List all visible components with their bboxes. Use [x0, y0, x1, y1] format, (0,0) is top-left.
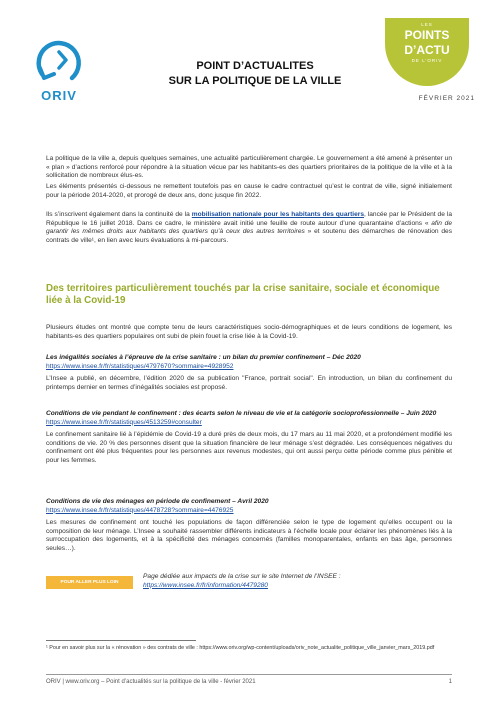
study-3-title: Conditions de vie des ménages en période de confinement – Avril 2020 — [46, 498, 269, 505]
study-1-text: L’Insee a publié, en décembre, l’édition 2020 de sa publication "France, portrait social". En introduction, un bilan du confinement du printemps dernier en termes d’inégalités sociales est proposé. — [46, 375, 452, 391]
study-3-text: Les mesures de confinement ont touché les populations de façon différenciée selon le type de logement qu’elles occupent ou la composition de leur ménage. L’Insee a souhaité rassembler différents indicateurs à l’échelle locale pour éclairer les phénomènes liés à la surroccupation des logements, et à la spécificité des ménages concernés (familles monoparentales, enfants en bas âge, personnes seules…). — [46, 519, 452, 552]
study-2-link[interactable]: https://www.insee.fr/fr/statistiques/4513259#consulter — [46, 418, 202, 426]
points-actu-badge — [385, 18, 469, 86]
oriv-logo — [26, 38, 92, 103]
mobilisation-link[interactable]: mobilisation nationale pour les habitants des quartiers — [191, 211, 364, 218]
title-line-1: POINT D’ACTUALITES — [196, 60, 314, 72]
study-3-link[interactable]: https://www.insee.fr/fr/statistiques/4478728?sommaire=4476925 — [46, 506, 234, 514]
badge-line-1: POINTS — [404, 28, 450, 42]
study-2-text: Le confinement sanitaire lié à l’épidémie de Covid-19 a duré près de deux mois, du 17 mars au 11 mai 2020, et a profondément modifié les conditions de vie. 20 % des personnes disent que la situation financière de leur ménage s’est dégradée. Les conséquences négatives du confinement ont été plus fréquentes pour les personnes aux revenus modestes, qui ont aussi perçu cette période comme plus pénible et pour les femmes. — [46, 431, 452, 464]
publication-date: FÉVRIER 2021 — [418, 95, 475, 102]
logo-text: ORIV — [41, 88, 77, 103]
page-title — [120, 59, 390, 89]
section-paragraph: Plusieurs études ont montré que compte tenu de leurs caractéristiques socio-démographiques et de leurs conditions de logement, les habitants-es des quartiers populaires ont subi de plein fouet la crise liée à la Covid-19. — [46, 324, 452, 340]
circular-arrow-logo-icon — [26, 38, 92, 88]
section-title: Des territoires particulièrement touchés par la crise sanitaire, sociale et économique liée à la Covid-19 — [46, 283, 440, 306]
title-line-2: SUR LA POLITIQUE DE LA VILLE — [168, 75, 342, 87]
badge-line-2: D’ACTU — [404, 43, 450, 57]
intro-paragraph-3: Ils s’inscrivent également dans la continuité de la mobilisation nationale pour les habitants des quartiers, lancée par le Président de la République le 16 juillet 2018. Dans ce cadre, le ministère avait initié une feuille de route autour d’une quarantaine d’actions « afin de garantir les mêmes droits aux habitants des quartiers qu’à ceux des autres territoires » et soutenu des démarches de rénovation des contrats de ville¹, en lien avec leurs évaluations à mi-parcours. — [46, 211, 452, 244]
footer-text: ORIV | www.oriv.org – Point d’actualités sur la politique de la ville - février 2021 — [46, 679, 256, 685]
badge-bottom: DE L’ORIV — [411, 58, 443, 63]
study-1-link[interactable]: https://www.insee.fr/fr/statistiques/4797670?sommaire=4928952 — [46, 362, 234, 370]
pour-aller-plus-loin-button[interactable]: POUR ALLER PLUS LOIN — [46, 576, 133, 589]
intro-paragraph-1: La politique de la ville a, depuis quelques semaines, une actualité particulièrement chargée. Le gouvernement a été amené à présenter un « plan » d’actions renforcé pour répondre à la situation vécue par les habitants-es des quartiers prioritaires de la politique de la ville et à la sollicitation de nombreux élus-es. — [46, 155, 452, 180]
footnote-divider — [46, 640, 196, 641]
further-reading-link[interactable]: https://www.insee.fr/fr/information/4479280 — [143, 581, 268, 589]
footnote: ¹ Pour en savoir plus sur la « rénovation » des contrats de ville : https://www.oriv.org/wp-content/uploads/oriv_note_actualite_politique_ville_janvier_mars_2019.pdf — [46, 645, 435, 651]
intro-paragraph-2: Les éléments présentés ci-dessous ne remettent toutefois pas en cause le cadre contractuel qu’est le contrat de ville, signé initialement pour la période 2014-2020, et prorogé de deux ans, donc jusque fin 2022. — [46, 183, 452, 199]
footer-divider — [46, 674, 452, 675]
study-1 — [46, 354, 452, 392]
badge-top: LES — [421, 22, 433, 27]
further-reading-text: Page dédiée aux impacts de la crise sur le site Internet de l’INSEE : — [143, 573, 341, 580]
study-2-title: Conditions de vie pendant le confinement : des écarts selon le niveau de vie et la catégorie socioprofessionnelle – Juin 2020 — [46, 410, 437, 417]
study-2 — [46, 410, 452, 466]
further-reading — [143, 573, 443, 590]
study-1-title: Les inégalités sociales à l’épreuve de la crise sanitaire : un bilan du premier confinement – Déc 2020 — [46, 354, 361, 361]
study-3 — [46, 498, 452, 554]
page-number: 1 — [448, 679, 452, 685]
